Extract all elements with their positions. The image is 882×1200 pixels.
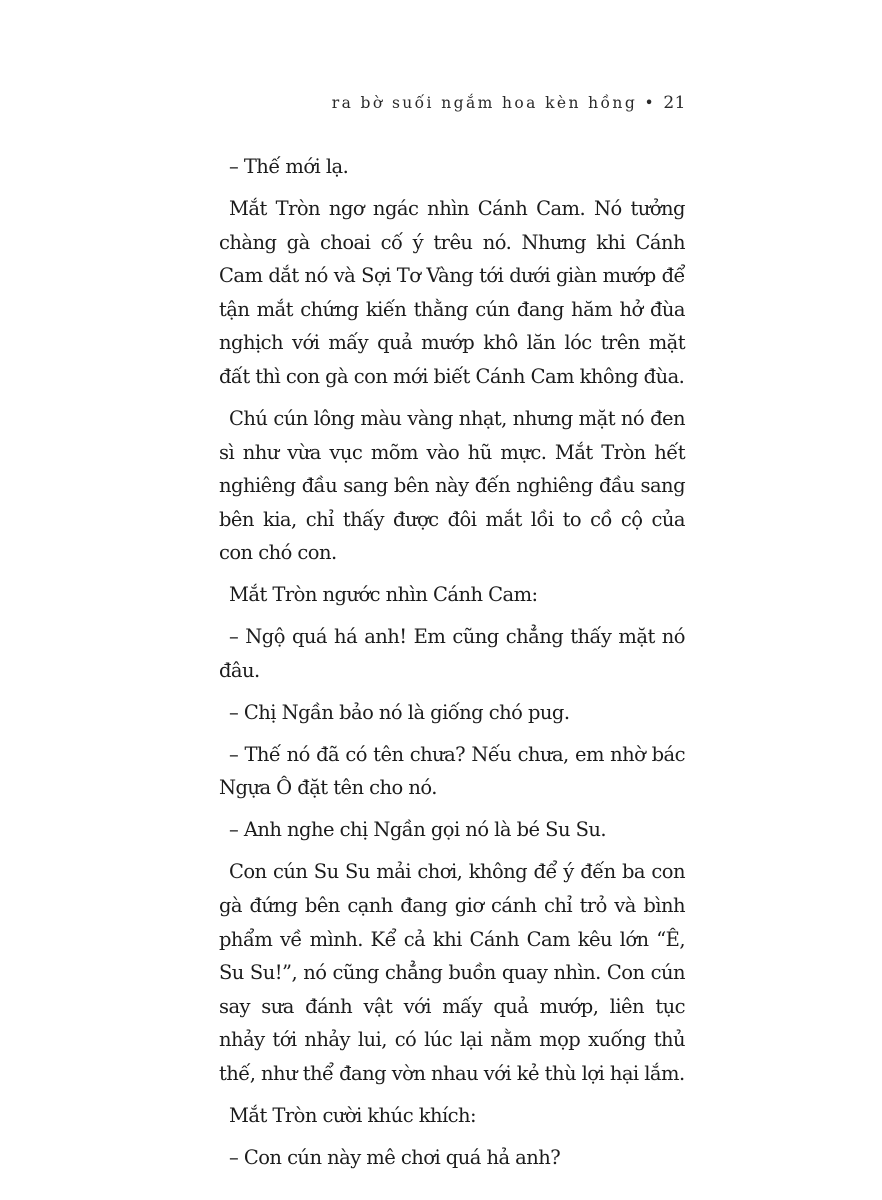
page-number: 21 xyxy=(663,93,686,113)
paragraph: – Ngộ quá há anh! Em cũng chẳng thấy mặt nó đâu. xyxy=(219,625,685,682)
running-head xyxy=(332,93,686,113)
paragraph: Mắt Tròn ngơ ngác nhìn Cánh Cam. Nó tưởng chàng gà choai cố ý trêu nó. Nhưng khi Cánh Cam dắt nó và Sợi Tơ Vàng tới dưới giàn mướp để tận mắt chứng kiến thằng cún đang hăm hở đùa nghịch với mấy quả mướp khô lăn lóc trên mặt đất thì con gà con mới biết Cánh Cam không đùa. xyxy=(219,196,685,388)
paragraph: Chú cún lông màu vàng nhạt, nhưng mặt nó đen sì như vừa vục mõm vào hũ mực. Mắt Tròn hết nghiêng đầu sang bên này đến nghiêng đầu sang bên kia, chỉ thấy được đôi mắt lồi to cồ cộ của con chó con. xyxy=(219,406,685,565)
chapter-title: ra bờ suối ngắm hoa kèn hồng xyxy=(331,94,638,112)
body-text xyxy=(219,150,685,1183)
paragraph: – Thế nó đã có tên chưa? Nếu chưa, em nhờ bác Ngựa Ô đặt tên cho nó. xyxy=(219,742,685,800)
paragraph: – Con cún này mê chơi quá hả anh? xyxy=(229,1145,561,1169)
paragraph: Mắt Tròn ngước nhìn Cánh Cam: xyxy=(229,583,538,607)
paragraph: Con cún Su Su mải chơi, không để ý đến ba con gà đứng bên cạnh đang giơ cánh chỉ trỏ và bình phẩm về mình. Kể cả khi Cánh Cam kêu lớn “Ê, Su Su!”, nó cũng chẳng buồn quay nhìn. Con cún say sưa đánh vật với mấy quả mướp, liên tục nhảy tới nhảy lui, có lúc lại nằm mọp xuống thủ thế, như thể đang vờn nhau với kẻ thù lợi hại lắm. xyxy=(219,860,685,1085)
header-separator: • xyxy=(644,94,657,112)
paragraph: Mắt Tròn cười khúc khích: xyxy=(229,1103,477,1127)
paragraph: – Anh nghe chị Ngần gọi nó là bé Su Su. xyxy=(229,818,607,842)
paragraph: – Chị Ngần bảo nó là giống chó pug. xyxy=(229,700,570,724)
paragraph: – Thế mới lạ. xyxy=(229,155,349,178)
